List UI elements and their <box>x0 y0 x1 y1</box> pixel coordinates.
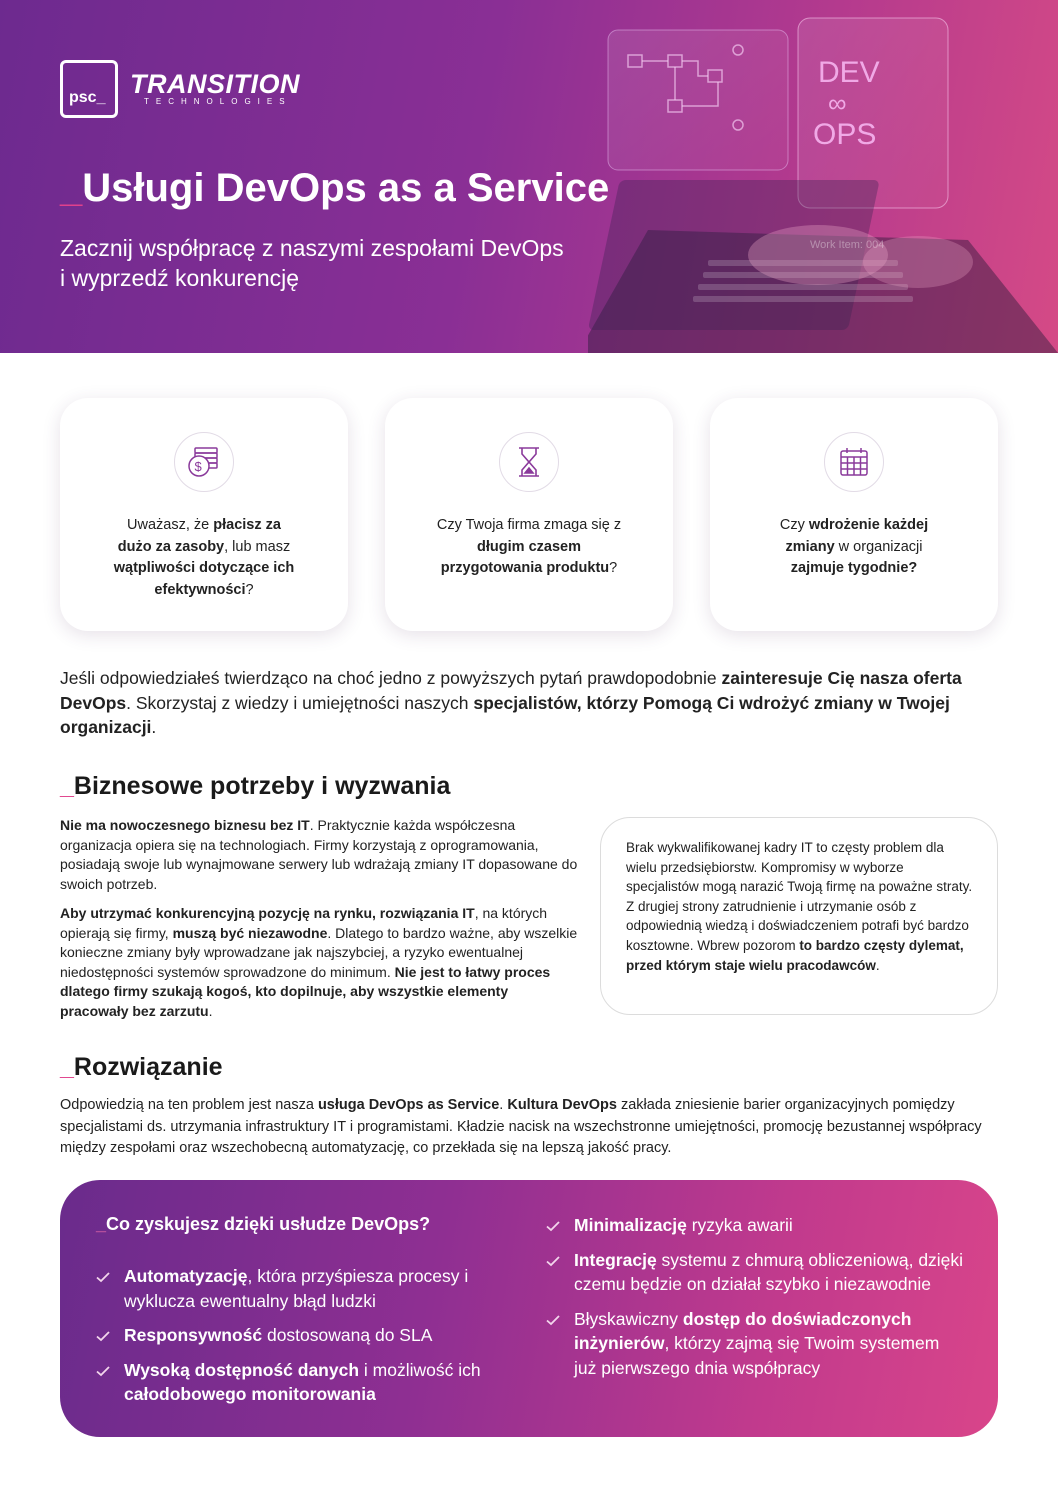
benefit-item <box>95 1323 525 1348</box>
benefits-title-text: Co zyskujesz dzięki usłudze DevOps? <box>106 1214 431 1234</box>
check-icon <box>545 1253 561 1269</box>
card-text-bold: płacisz za <box>213 517 281 533</box>
card-text-bold: dużo za zasoby <box>117 538 225 555</box>
callout-box <box>600 817 998 1015</box>
benefits-title <box>96 1214 430 1235</box>
benefit-item <box>95 1358 525 1407</box>
card-text-bold: zajmuje tygodnie? <box>790 560 918 576</box>
art-dev-text: DEV <box>818 56 880 89</box>
benefit-bold: Automatyzację <box>124 1266 248 1286</box>
benefit-bold: Wysoką dostępność danych <box>124 1359 360 1380</box>
company-logo <box>60 60 300 118</box>
benefits-box <box>60 1180 998 1437</box>
card-text <box>425 515 633 580</box>
callout-text: Brak wykwalifikowanej kadry IT to częsty problem dla wielu przedsiębiorstw. Kompromisy w wyborze specjalistów mogą narazić Twoją firmę na poważne straty. Z drugiej strony zatrudnienie i utrzymanie osób z odpowiednią wiedzą i doświadczeniem potrafi być bardzo kosztowne. Wbrew pozorom <box>626 840 973 953</box>
art-ops-text: OPS <box>813 118 877 151</box>
hero-banner <box>0 0 1058 353</box>
benefit-bold: Responsywność <box>124 1325 263 1345</box>
page-subtitle <box>60 233 700 293</box>
card-text-part: Czy <box>779 517 809 533</box>
solution-text: Odpowiedzią na ten problem jest nasza <box>60 1097 318 1113</box>
check-icon <box>95 1269 111 1285</box>
svg-text:$: $ <box>194 459 202 474</box>
intro-text: . Skorzystaj z wiedzy i umiejętności naszych <box>126 692 474 713</box>
hourglass-icon <box>499 432 559 492</box>
business-needs-text <box>60 816 580 1031</box>
benefit-item <box>545 1248 965 1297</box>
logo-sub-text: TECHNOLOGIES <box>144 97 292 106</box>
benefit-text: , która przyśpiesza procesy i wyklucza ewentualny błąd ludzki <box>124 1266 469 1311</box>
solution-bold: Kultura DevOps <box>507 1097 617 1113</box>
question-card-deployment <box>710 398 998 631</box>
intro-bold: zainteresuje Cię nasza oferta DevOps <box>60 668 962 713</box>
question-card-time <box>385 398 673 631</box>
benefit-text: systemu z chmurą obliczeniową, dzięki czemu będzie on działał szybko i niezawodnie <box>574 1249 964 1294</box>
benefit-bold: Integrację <box>574 1249 657 1270</box>
question-card-costs <box>60 398 348 631</box>
benefit-text: , którzy zajmą się Twoim systemem już pierwszego dnia współpracy <box>574 1333 940 1378</box>
heading-text: Biznesowe potrzeby i wyzwania <box>73 772 451 800</box>
benefit-text: i możliwość ich <box>359 1359 481 1380</box>
benefit-bold: Minimalizację <box>574 1215 687 1235</box>
card-text-part: w organizacji <box>834 538 923 555</box>
logo-main-text: TRANSITION <box>130 69 300 99</box>
card-text-bold: wdrożenie każdej zmiany <box>785 517 929 555</box>
callout-text: . <box>875 957 880 973</box>
heading-underscore: _ <box>60 772 74 800</box>
check-icon <box>545 1312 561 1328</box>
card-text-part: Czy Twoja firma zmaga się z <box>436 517 622 533</box>
paragraph-text: , na których opierają się firmy, <box>60 905 548 941</box>
benefit-item <box>545 1213 965 1238</box>
title-underscore: _ <box>60 166 83 210</box>
card-text-part: ? <box>609 560 618 576</box>
benefit-text: ryzyka awarii <box>686 1215 793 1235</box>
paragraph-text: . <box>208 1002 213 1019</box>
card-text-part: Uważasz, że <box>127 517 214 533</box>
card-text <box>84 515 324 601</box>
solution-text: zakłada zniesienie barier organizacyjnych pomiędzy specjalistami ds. utrzymania infrastruktury IT i programistami. Kładzie nacisk na wszechstronne umiejętności, promocję bezustannej współpracy między zespołami oraz wszechobecną automatyzację, co przekłada się na lepszą jakość pracy. <box>60 1097 982 1156</box>
solution-bold: usługa DevOps as Service <box>317 1097 500 1113</box>
heading-underscore: _ <box>60 1053 74 1081</box>
calendar-icon <box>824 432 884 492</box>
infinity-icon: ∞ <box>828 88 847 118</box>
intro-text: Jeśli odpowiedziałeś twierdząco na choć jedno z powyższych pytań prawdopodobnie <box>60 668 722 688</box>
subtitle-line-2: i wyprzedź konkurencję <box>60 265 300 291</box>
card-text-part: , lub masz <box>224 538 291 555</box>
benefit-item <box>545 1307 965 1381</box>
check-icon <box>545 1218 561 1234</box>
section-heading-business <box>60 772 450 801</box>
devops-hero-illustration <box>588 0 1058 353</box>
intro-paragraph <box>60 666 990 740</box>
benefit-text: Błyskawiczny <box>574 1308 683 1329</box>
paragraph-bold: Nie ma nowoczesnego biznesu bez IT <box>60 817 310 833</box>
paragraph <box>60 816 580 894</box>
benefits-list-right <box>545 1213 965 1390</box>
paragraph-bold: muszą być niezawodne <box>172 924 328 941</box>
benefit-bold: całodobowego monitorowania <box>124 1384 376 1404</box>
card-text-bold: wątpliwości dotyczące ich efektywności <box>113 560 295 598</box>
intro-bold: specjalistów, którzy Pomogą Ci wdrożyć zmiany w Twojej organizacji <box>60 692 950 737</box>
benefit-item <box>95 1264 525 1313</box>
art-work-text: Work Item: 004 <box>810 239 885 251</box>
benefit-bold: dostęp do doświadczonych inżynierów <box>574 1308 912 1353</box>
solution-text: . <box>499 1097 508 1113</box>
section-heading-solution <box>60 1053 223 1082</box>
benefits-underscore: _ <box>96 1214 107 1234</box>
title-text: Usługi DevOps as a Service <box>82 166 610 210</box>
check-icon <box>95 1328 111 1344</box>
callout-bold: to bardzo częsty dylemat, przed którym staje wielu pracodawców <box>626 937 964 973</box>
paragraph-bold: Nie jest to łatwy proces dlatego firmy szukają kogoś, kto dopilnuje, aby wszystkie elementy pracowały bez zarzutu <box>60 963 551 1019</box>
check-icon <box>95 1363 111 1379</box>
paragraph <box>60 904 580 1021</box>
coins-money-icon <box>174 432 234 492</box>
logo-box: psc_ <box>60 60 118 118</box>
benefit-text: dostosowaną do SLA <box>262 1325 433 1345</box>
benefits-list-left <box>95 1264 525 1417</box>
card-text-part: ? <box>245 581 254 598</box>
card-text-bold: długim czasem przygotowania produktu <box>440 538 610 576</box>
card-text <box>760 515 948 580</box>
page-title <box>60 166 609 211</box>
solution-paragraph <box>60 1095 1000 1160</box>
heading-text: Rozwiązanie <box>73 1053 223 1081</box>
intro-text: . <box>151 717 157 737</box>
subtitle-line-1: Zacznij współpracę z naszymi zespołami DevOps <box>60 235 564 261</box>
paragraph-bold: Aby utrzymać konkurencyjną pozycję na rynku, rozwiązania IT <box>60 905 475 921</box>
paragraph-text: . Dlatego to bardzo ważne, aby wszelkie konieczne zmiany były wprowadzane jak najszybciej, a ryzyko ewentualnej niedostępności systemów sprowadzone do minimum. <box>60 924 578 980</box>
paragraph-text: . Praktycznie każda współczesna organizacja opiera się na technologiach. Firmy korzystają z oprogramowania, posiadają swoje lub wynajmowane serwery lub wdrażają zmiany IT dopasowane do swoich potrzeb. <box>60 817 578 892</box>
